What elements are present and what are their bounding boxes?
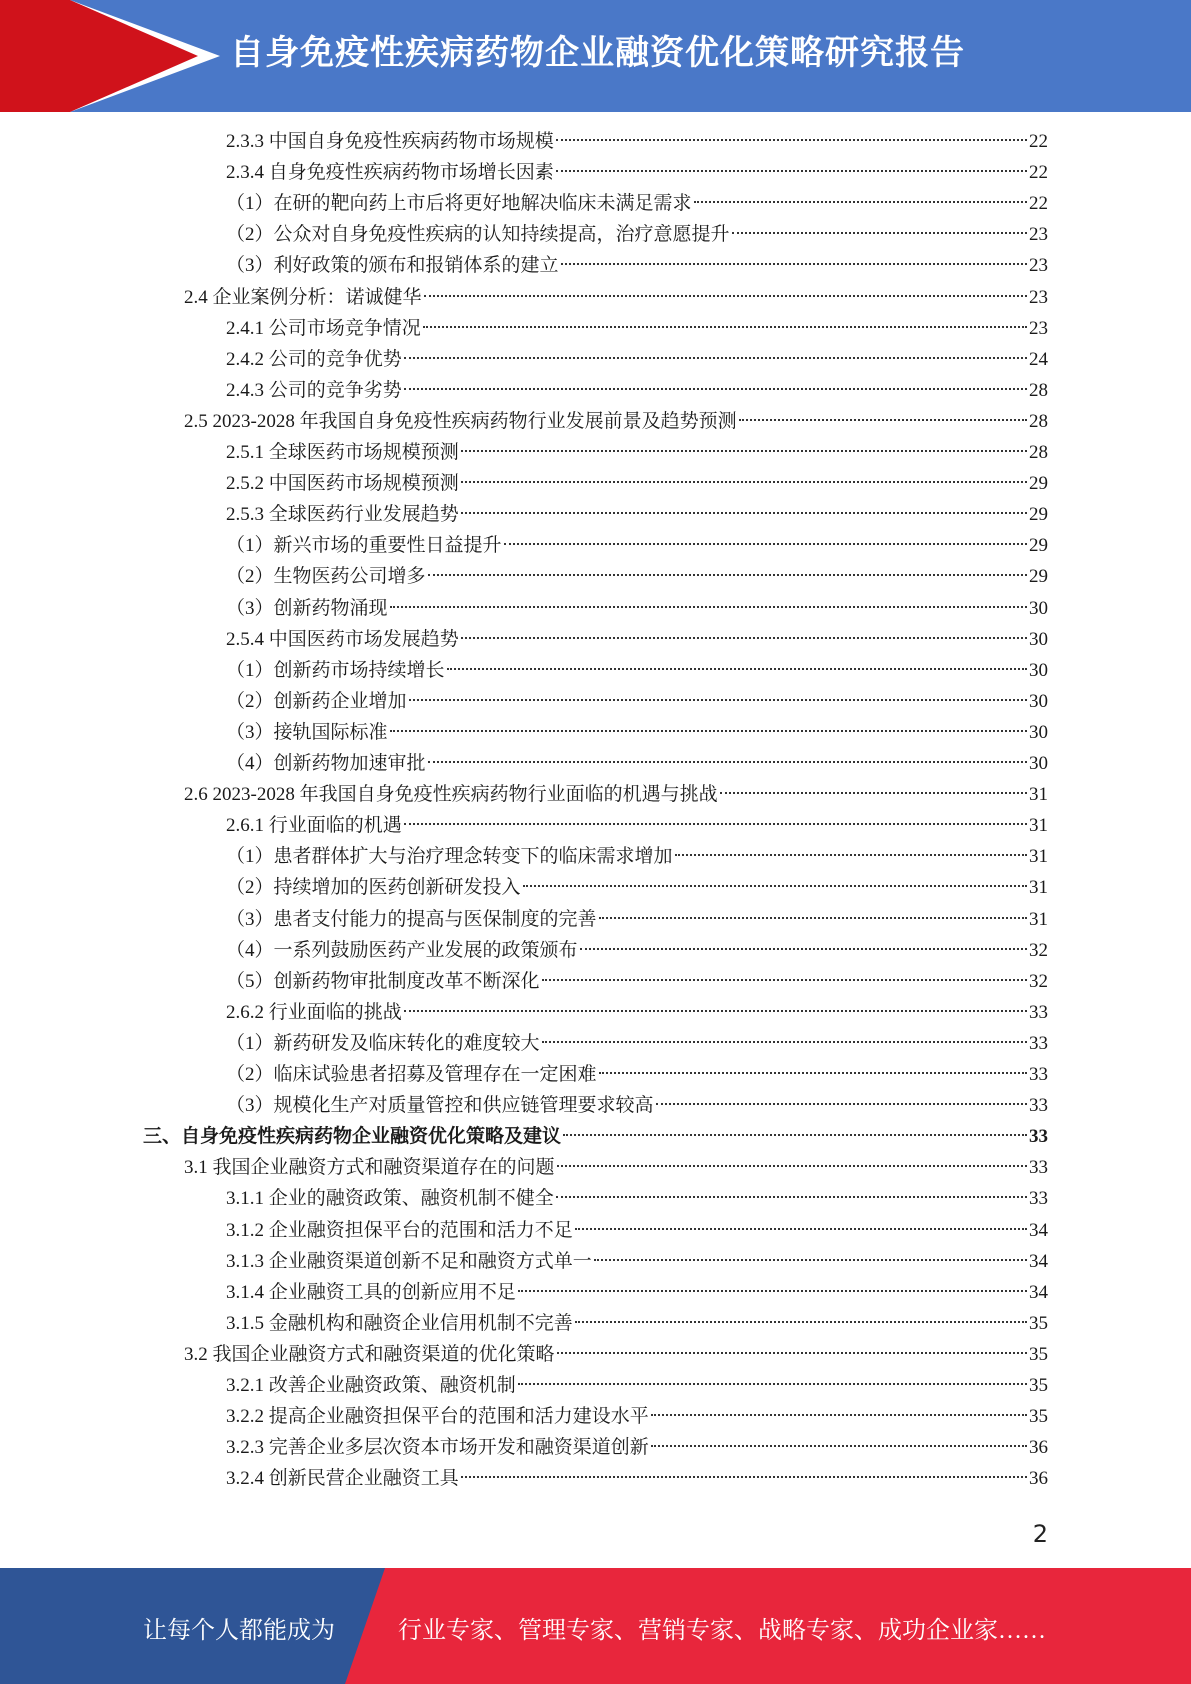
toc-dot-leader (523, 885, 1027, 887)
toc-entry-page: 30 (1029, 753, 1048, 774)
toc-entry-label: （5）创新药物审批制度改革不断深化 (226, 970, 540, 992)
toc-entry-page: 34 (1029, 1281, 1048, 1303)
toc-entry-page: 36 (1029, 1437, 1048, 1459)
toc-entry-page: 23 (1029, 317, 1048, 339)
toc-entry-label: （3）规模化生产对质量管控和供应链管理要求较高 (226, 1095, 654, 1117)
toc-entry[interactable] (226, 219, 1048, 250)
toc-dot-leader (556, 139, 1027, 141)
toc-entry[interactable] (226, 686, 1048, 717)
toc-entry[interactable] (184, 1152, 1048, 1183)
toc-dot-leader (518, 1383, 1027, 1385)
toc-dot-leader (599, 917, 1027, 919)
toc-entry-label: 3.2.2 提高企业融资担保平台的范围和活力建设水平 (226, 1406, 649, 1428)
toc-entry-label: 2.6 2023-2028 年我国自身免疫性疾病药物行业面临的机遇与挑战 (184, 784, 718, 806)
toc-entry-label: 2.4 企业案例分析：诺诚健华 (184, 286, 422, 308)
toc-entry[interactable] (226, 904, 1048, 935)
toc-dot-leader (461, 450, 1027, 452)
toc-dot-leader (556, 170, 1027, 172)
toc-entry[interactable] (226, 530, 1048, 561)
toc-entry[interactable] (226, 561, 1048, 592)
footer-slogan-left: 让每个人都能成为 (143, 1618, 335, 1644)
toc-entry-page: 23 (1029, 224, 1048, 246)
toc-dot-leader (404, 357, 1027, 359)
toc-entry-page: 29 (1029, 566, 1048, 588)
toc-entry-label: 2.5 2023-2028 年我国自身免疫性疾病药物行业发展前景及趋势预测 (184, 410, 737, 432)
toc-entry[interactable] (226, 841, 1048, 872)
toc-dot-leader (390, 730, 1027, 732)
toc-entry-page: 31 (1029, 846, 1048, 868)
toc-dot-leader (651, 1445, 1027, 1447)
toc-dot-leader (423, 326, 1027, 328)
toc-entry-label: （3）创新药物涌现 (226, 597, 388, 619)
toc-entry[interactable] (226, 1215, 1048, 1246)
toc-entry-label: 2.5.3 全球医药行业发展趋势 (226, 504, 459, 526)
toc-entry-page: 33 (1029, 1032, 1048, 1054)
toc-entry-page: 35 (1029, 1375, 1048, 1396)
toc-dot-leader (447, 668, 1027, 670)
toc-entry-page: 23 (1029, 255, 1048, 277)
toc-dot-leader (599, 1072, 1027, 1074)
toc-entry-label: （2）公众对自身免疫性疾病的认知持续提高，治疗意愿提升 (226, 224, 730, 246)
toc-entry-label: 3.2 我国企业融资方式和融资渠道的优化策略 (184, 1343, 555, 1365)
toc-entry-page: 22 (1029, 193, 1048, 215)
toc-dot-leader (461, 1476, 1027, 1478)
toc-entry-label: 3.2.1 改善企业融资政策、融资机制 (226, 1375, 516, 1396)
toc-entry[interactable] (226, 250, 1048, 281)
footer-blue-slant (345, 1568, 385, 1684)
toc-entry-page: 28 (1029, 410, 1048, 432)
toc-entry-label: 3.1.2 企业融资担保平台的范围和活力不足 (226, 1219, 573, 1241)
toc-entry[interactable] (226, 1090, 1048, 1121)
toc-entry[interactable] (184, 1339, 1048, 1370)
toc-entry[interactable] (226, 1246, 1048, 1277)
toc-entry-page: 33 (1029, 1157, 1048, 1179)
toc-entry[interactable] (226, 1432, 1048, 1463)
toc-dot-leader (428, 574, 1027, 576)
toc-entry-label: （4）一系列鼓励医药产业发展的政策颁布 (226, 939, 578, 961)
toc-entry[interactable] (184, 282, 1048, 313)
toc-dot-leader (404, 1010, 1027, 1012)
toc-entry-page: 22 (1029, 131, 1048, 152)
toc-entry-page: 35 (1029, 1312, 1048, 1334)
toc-entry-label: （3）接轨国际标准 (226, 721, 388, 743)
toc-entry[interactable] (226, 437, 1048, 468)
toc-entry-label: 3.1.5 金融机构和融资企业信用机制不完善 (226, 1312, 573, 1334)
footer-slogan-right: 行业专家、管理专家、营销专家、战略专家、成功企业家…… (398, 1618, 1046, 1644)
toc-dot-leader (461, 512, 1027, 514)
toc-entry-page: 30 (1029, 597, 1048, 619)
toc-entry[interactable] (184, 779, 1048, 810)
toc-entry-label: （2）持续增加的医药创新研发投入 (226, 877, 521, 899)
toc-entry[interactable] (226, 748, 1048, 779)
toc-entry-page: 29 (1029, 473, 1048, 495)
page-footer (0, 1568, 1191, 1684)
toc-entry-page: 29 (1029, 535, 1048, 557)
toc-dot-leader (732, 232, 1027, 234)
toc-dot-leader (563, 1134, 1027, 1136)
toc-entry-page: 34 (1029, 1219, 1048, 1241)
toc-entry-page: 33 (1029, 1126, 1048, 1148)
toc-entry-page: 31 (1029, 877, 1048, 899)
toc-entry-page: 32 (1029, 939, 1048, 961)
header-arrow-red (70, 0, 198, 112)
toc-dot-leader (428, 761, 1027, 763)
toc-entry-page: 36 (1029, 1468, 1048, 1490)
toc-dot-leader (694, 201, 1027, 203)
toc-entry[interactable] (226, 1370, 1048, 1401)
toc-entry[interactable] (226, 188, 1048, 219)
page-header (0, 0, 1191, 112)
toc-entry-label: 3.1.1 企业的融资政策、融资机制不健全 (226, 1188, 554, 1210)
toc-entry[interactable] (226, 810, 1048, 841)
toc-entry-label: 2.3.4 自身免疫性疾病药物市场增长因素 (226, 162, 554, 184)
toc-entry[interactable] (226, 499, 1048, 530)
toc-entry-page: 30 (1029, 659, 1048, 681)
toc-dot-leader (390, 606, 1027, 608)
toc-entry-page: 33 (1029, 1095, 1048, 1117)
toc-entry-page: 35 (1029, 1406, 1048, 1428)
toc-dot-leader (504, 543, 1027, 545)
toc-entry-label: （2）创新药企业增加 (226, 690, 407, 712)
toc-entry-page: 31 (1029, 815, 1048, 837)
toc-entry-page: 31 (1029, 908, 1048, 930)
toc-dot-leader (404, 823, 1027, 825)
toc-entry-label: 3.1.3 企业融资渠道创新不足和融资方式单一 (226, 1250, 592, 1272)
toc-entry-page: 23 (1029, 286, 1048, 308)
toc-entry[interactable] (226, 935, 1048, 966)
toc-entry[interactable] (226, 1463, 1048, 1494)
toc-entry-page: 30 (1029, 721, 1048, 743)
toc-dot-leader (720, 792, 1027, 794)
toc-entry-label: 2.6.1 行业面临的机遇 (226, 815, 402, 837)
toc-dot-leader (461, 481, 1027, 483)
toc-entry-label: （1）创新药市场持续增长 (226, 659, 445, 681)
toc-entry[interactable] (226, 375, 1048, 406)
toc-entry[interactable] (226, 1401, 1048, 1432)
toc-dot-leader (594, 1259, 1027, 1261)
toc-entry-page: 33 (1029, 1188, 1048, 1210)
toc-entry[interactable] (226, 126, 1048, 157)
toc-entry[interactable] (226, 1059, 1048, 1090)
toc-entry[interactable] (226, 468, 1048, 499)
toc-dot-leader (424, 295, 1027, 297)
toc-entry-page: 33 (1029, 1001, 1048, 1023)
toc-entry-page: 28 (1029, 442, 1048, 463)
toc-entry[interactable] (226, 593, 1048, 624)
toc-entry-label: （3）患者支付能力的提高与医保制度的完善 (226, 908, 597, 930)
toc-entry-page: 24 (1029, 348, 1048, 370)
toc-dot-leader (404, 388, 1027, 390)
toc-entry-label: （1）患者群体扩大与治疗理念转变下的临床需求增加 (226, 846, 673, 868)
toc-entry-page: 28 (1029, 379, 1048, 401)
toc-entry-page: 30 (1029, 628, 1048, 650)
toc-entry-label: 2.4.1 公司市场竞争情况 (226, 317, 421, 339)
toc-dot-leader (739, 419, 1027, 421)
document-title: 自身免疫性疾病药物企业融资优化策略研究报告 (230, 33, 965, 73)
toc-entry-page: 32 (1029, 970, 1048, 992)
toc-dot-leader (651, 1414, 1027, 1416)
toc-entry-label: 3.2.4 创新民营企业融资工具 (226, 1468, 459, 1490)
toc-entry-label: （1）在研的靶向药上市后将更好地解决临床未满足需求 (226, 193, 692, 215)
toc-entry-label: （1）新兴市场的重要性日益提升 (226, 535, 502, 557)
toc-dot-leader (409, 699, 1027, 701)
toc-entry[interactable] (226, 1183, 1048, 1214)
toc-entry-label: 3.2.3 完善企业多层次资本市场开发和融资渠道创新 (226, 1437, 649, 1459)
toc-entry[interactable] (226, 1277, 1048, 1308)
toc-entry-label: 2.6.2 行业面临的挑战 (226, 1001, 402, 1023)
toc-entry-label: （2）临床试验患者招募及管理存在一定困难 (226, 1064, 597, 1085)
toc-entry-label: 三、自身免疫性疾病药物企业融资优化策略及建议 (143, 1126, 562, 1148)
toc-entry[interactable] (226, 997, 1048, 1028)
toc-entry-page: 33 (1029, 1064, 1048, 1085)
toc-dot-leader (556, 1196, 1027, 1198)
toc-entry-label: 2.5.2 中国医药市场规模预测 (226, 473, 459, 495)
toc-entry-page: 31 (1029, 784, 1048, 806)
toc-dot-leader (580, 948, 1027, 950)
toc-dot-leader (656, 1103, 1027, 1105)
toc-entry-page: 22 (1029, 162, 1048, 184)
toc-dot-leader (575, 1228, 1027, 1230)
toc-dot-leader (518, 1290, 1027, 1292)
toc-dot-leader (557, 1165, 1027, 1167)
header-red-block (0, 0, 70, 112)
page-number: 2 (1032, 1520, 1048, 1548)
toc-entry-label: 2.4.2 公司的竞争优势 (226, 348, 402, 370)
toc-dot-leader (557, 1352, 1027, 1354)
toc-entry-label: 2.4.3 公司的竞争劣势 (226, 379, 402, 401)
toc-dot-leader (461, 637, 1027, 639)
toc-entry-label: 2.5.4 中国医药市场发展趋势 (226, 628, 459, 650)
toc-entry[interactable] (143, 1121, 1048, 1152)
toc-entry-label: （4）创新药物加速审批 (226, 753, 426, 774)
toc-entry[interactable] (226, 966, 1048, 997)
toc-entry[interactable] (226, 624, 1048, 655)
toc-entry-label: （3）利好政策的颁布和报销体系的建立 (226, 255, 559, 277)
toc-entry[interactable] (226, 1308, 1048, 1339)
toc-entry-label: （2）生物医药公司增多 (226, 566, 426, 588)
toc-dot-leader (575, 1321, 1027, 1323)
toc-entry-page: 29 (1029, 504, 1048, 526)
toc-dot-leader (542, 979, 1027, 981)
toc-entry[interactable] (184, 406, 1048, 437)
toc-entry-page: 30 (1029, 690, 1048, 712)
toc-entry[interactable] (226, 157, 1048, 188)
toc-dot-leader (675, 854, 1027, 856)
toc-entry-label: 3.1 我国企业融资方式和融资渠道存在的问题 (184, 1157, 555, 1179)
toc-entry[interactable] (226, 1028, 1048, 1059)
toc-dot-leader (561, 263, 1027, 265)
toc-entry[interactable] (226, 313, 1048, 344)
toc-entry-label: 2.3.3 中国自身免疫性疾病药物市场规模 (226, 131, 554, 152)
toc-entry[interactable] (226, 872, 1048, 903)
toc-entry[interactable] (226, 344, 1048, 375)
toc-entry-label: （1）新药研发及临床转化的难度较大 (226, 1032, 540, 1054)
toc-entry-label: 2.5.1 全球医药市场规模预测 (226, 442, 459, 463)
toc-entry-page: 35 (1029, 1343, 1048, 1365)
toc-dot-leader (542, 1041, 1027, 1043)
toc-entry[interactable] (226, 717, 1048, 748)
toc-entry-label: 3.1.4 企业融资工具的创新应用不足 (226, 1281, 516, 1303)
toc-entry-page: 34 (1029, 1250, 1048, 1272)
toc-entry[interactable] (226, 655, 1048, 686)
